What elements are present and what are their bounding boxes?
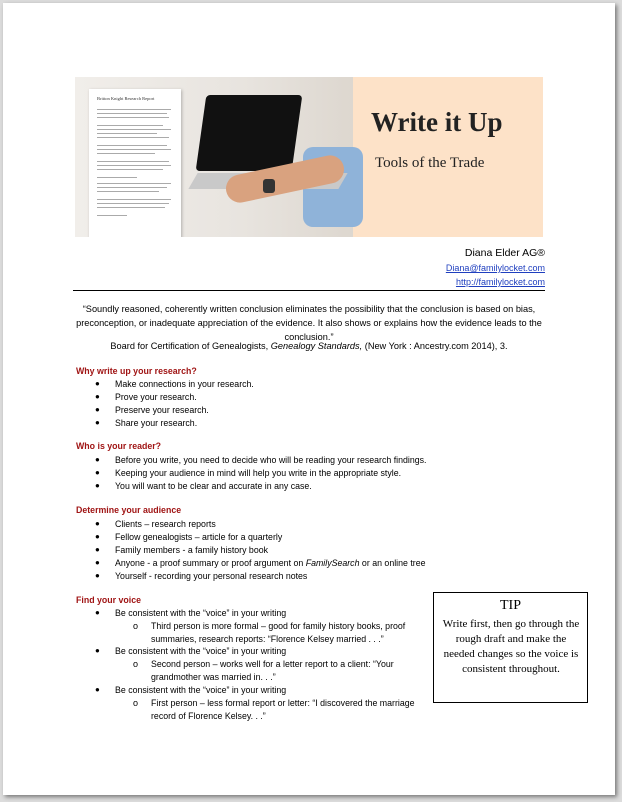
section-heading-who: Who is your reader? (76, 441, 162, 451)
bullet-icon: ● (95, 532, 100, 541)
list-item: You will want to be clear and accurate in any case. (115, 481, 312, 491)
bullet-icon: ● (95, 519, 100, 528)
divider (73, 290, 545, 291)
tip-body: Write first, then go through the rough draft and make the needed changes so the voice is consistent throughout. (442, 618, 580, 675)
list-item: Before you write, you need to decide who will be reading your research findings. (115, 455, 427, 465)
bullet-icon: ● (95, 468, 100, 477)
circle-bullet-icon: o (133, 621, 139, 631)
list-item: Be consistent with the “voice” in your writing (115, 646, 287, 656)
bullet-icon: ● (95, 558, 100, 567)
tip-title: TIP (500, 598, 521, 613)
sub-list-item: grandmother was married in. . .” (151, 672, 276, 682)
sub-list-item: Third person is more formal – good for family history books, proof (151, 621, 406, 631)
header-banner (75, 77, 543, 237)
circle-bullet-icon: o (133, 698, 139, 708)
banner-photo (75, 77, 353, 237)
quote-citation (73, 341, 545, 351)
banner-subtitle: Tools of the Trade (375, 155, 485, 171)
bullet-icon: ● (95, 608, 100, 617)
doc-preview-title: Britton Knight Research Report (97, 96, 155, 101)
watch-icon (263, 179, 275, 193)
sub-list-item: summaries, research reports: “Florence Kelsey married . . .” (151, 634, 384, 644)
bullet-icon: ● (95, 685, 100, 694)
author-name: Diana Elder AG® (464, 247, 545, 259)
standards-quote: “Soundly reasoned, coherently written conclusion eliminates the possibility that the conclusion is based on bias, preconception, or inadequate appreciation of the evidence. It also shows or explains how the evidence leads to the conclusion.” (76, 304, 542, 342)
section-heading-why: Why write up your research? (76, 366, 197, 376)
document-page (3, 3, 615, 795)
bullet-icon: ● (95, 481, 100, 490)
banner-title: Write it Up (371, 107, 503, 137)
online-tree-text: or an online tree (359, 558, 426, 568)
list-item: Prove your research. (115, 392, 197, 402)
anyone-text: Anyone - a proof summary or proof argument on (115, 558, 306, 568)
list-item (115, 558, 426, 568)
sub-list-item: record of Florence Kelsey. . .” (151, 711, 266, 721)
sub-list-item: First person – less formal report or letter: “I discovered the marriage (151, 698, 415, 708)
circle-bullet-icon: o (133, 659, 139, 669)
bullet-icon: ● (95, 545, 100, 554)
section-heading-audience: Determine your audience (76, 505, 182, 515)
bullet-icon: ● (95, 405, 100, 414)
research-report-preview (89, 89, 181, 237)
website-link[interactable]: http://familylocket.com (455, 277, 545, 287)
laptop-icon (196, 95, 303, 171)
list-item: Keeping your audience in mind will help you write in the appropriate style. (115, 468, 402, 478)
list-item: Yourself - recording your personal research notes (115, 571, 308, 581)
citation-title: Genealogy Standards, (270, 341, 363, 351)
bullet-icon: ● (95, 418, 100, 427)
bullet-icon: ● (95, 392, 100, 401)
list-item: Share your research. (115, 418, 198, 428)
bullet-icon: ● (95, 571, 100, 580)
email-link[interactable]: Diana@familylocket.com (445, 263, 545, 273)
citation-publisher: (New York : Ancestry.com 2014), 3. (362, 341, 508, 351)
list-item: Be consistent with the “voice” in your writing (115, 608, 287, 618)
citation-author: Board for Certification of Genealogists, (110, 341, 271, 351)
tip-box (433, 592, 588, 703)
bullet-icon: ● (95, 646, 100, 655)
list-item: Be consistent with the “voice” in your writing (115, 685, 287, 695)
list-item: Make connections in your research. (115, 379, 254, 389)
list-item: Preserve your research. (115, 405, 209, 415)
bullet-icon: ● (95, 379, 100, 388)
sub-list-item: Second person – works well for a letter report to a client: “Your (151, 659, 394, 669)
list-item: Fellow genealogists – article for a quarterly (115, 532, 283, 542)
list-item: Family members - a family history book (115, 545, 269, 555)
familysearch-text: FamilySearch (305, 558, 360, 568)
list-item: Clients – research reports (115, 519, 216, 529)
bullet-icon: ● (95, 455, 100, 464)
section-heading-voice: Find your voice (76, 595, 142, 605)
